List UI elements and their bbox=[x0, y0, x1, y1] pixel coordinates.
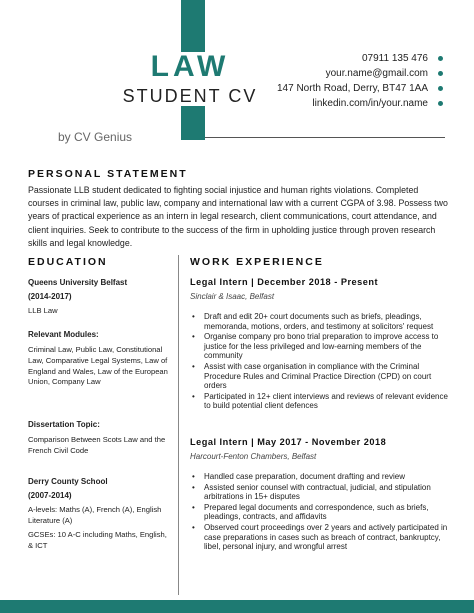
school-name: Derry County School bbox=[28, 477, 108, 486]
uni-degree: LLB Law bbox=[28, 306, 58, 315]
cv-title-main: LAW bbox=[150, 50, 230, 83]
bullet-dot-icon bbox=[438, 101, 443, 106]
contact-address: 147 North Road, Derry, BT47 1AA bbox=[277, 83, 428, 94]
statement-text: Passionate LLB student dedicated to fighting social injustice and human rights violations. Completed courses in criminal law, public law, company and international law with a current CGPA of 3.98. Possess two years of practical experience as an intern in legal research, client communications, court attendance, and client inquiries. Seek to contribute to the success of the firm in upholding justice through proven research skills and legal knowledge. bbox=[28, 185, 448, 248]
list-item: • Organise company pro bono trial preparation to improve access to justice for the less privileged and low-earning members of the community bbox=[190, 332, 452, 361]
list-item: • Assist with case organisation in compliance with the Criminal Procedure Rules and Criminal Practice Direction (CPD) on court orders bbox=[190, 362, 452, 391]
column-divider bbox=[178, 255, 179, 595]
job-title: Legal Intern | December 2018 - Present bbox=[190, 277, 379, 287]
bullet-dot-icon bbox=[438, 56, 443, 61]
accent-bar-bottom bbox=[181, 106, 205, 140]
uni-dates: (2014-2017) bbox=[28, 292, 72, 301]
bullet-dot-icon bbox=[438, 71, 443, 76]
accent-bar-top bbox=[181, 0, 205, 52]
statement-heading: PERSONAL STATEMENT bbox=[28, 168, 188, 180]
contact-email[interactable]: your.name@gmail.com bbox=[325, 68, 428, 79]
job-company: Sinclair & Isaac, Belfast bbox=[190, 292, 275, 301]
experience-heading: WORK EXPERIENCE bbox=[190, 256, 324, 268]
job-title: Legal Intern | May 2017 - November 2018 bbox=[190, 437, 387, 447]
list-item: • Handled case preparation, document drafting and review bbox=[190, 472, 452, 482]
contact-phone: 07911 135 476 bbox=[362, 53, 428, 64]
list-item: • Participated in 12+ client interviews and reviews of relevant evidence to build potential client defences bbox=[190, 392, 452, 411]
alevels-text: A-levels: Maths (A), French (A), English Literature (A) bbox=[28, 505, 162, 525]
school-dates: (2007-2014) bbox=[28, 491, 72, 500]
job-bullets bbox=[190, 312, 452, 411]
uni-name: Queens University Belfast bbox=[28, 278, 128, 287]
gcses-text: GCSEs: 10 A-C including Maths, English, & ICT bbox=[28, 530, 167, 550]
list-item: • Prepared legal documents and correspondence, such as briefs, pleadings, contracts, and affidavits bbox=[190, 503, 452, 522]
header-divider bbox=[205, 137, 445, 138]
modules-text: Criminal Law, Public Law, Constitutional Law, Comparative Legal Systems, Law of England and Wales, Law of the European Union, Company Law bbox=[28, 345, 168, 387]
bullet-dot-icon bbox=[438, 86, 443, 91]
contact-linkedin[interactable]: linkedin.com/in/your.name bbox=[312, 98, 428, 109]
list-item: • Observed court proceedings over 2 years and actively participated in case preparations in cases such as breach of contract, bankruptcy, libel, personal injury, and wrongful arrest bbox=[190, 523, 452, 552]
by-line: by CV Genius bbox=[58, 130, 133, 144]
education-heading: EDUCATION bbox=[28, 256, 108, 268]
footer-accent-bar bbox=[0, 600, 474, 613]
dissertation-text: Comparison Between Scots Law and the French Civil Code bbox=[28, 435, 166, 455]
list-item: • Draft and edit 20+ court documents such as briefs, pleadings, memoranda, motions, orders, and testimony at solicitors' request bbox=[190, 312, 452, 331]
job-bullets bbox=[190, 472, 452, 552]
cv-title-sub: STUDENT CV bbox=[122, 86, 258, 106]
list-item: • Assisted senior counsel with contractual, judicial, and stipulation arbitrations in 15+ disputes bbox=[190, 483, 452, 502]
dissertation-label: Dissertation Topic: bbox=[28, 420, 100, 429]
job-company: Harcourt-Fenton Chambers, Belfast bbox=[190, 452, 317, 461]
modules-label: Relevant Modules: bbox=[28, 330, 99, 339]
